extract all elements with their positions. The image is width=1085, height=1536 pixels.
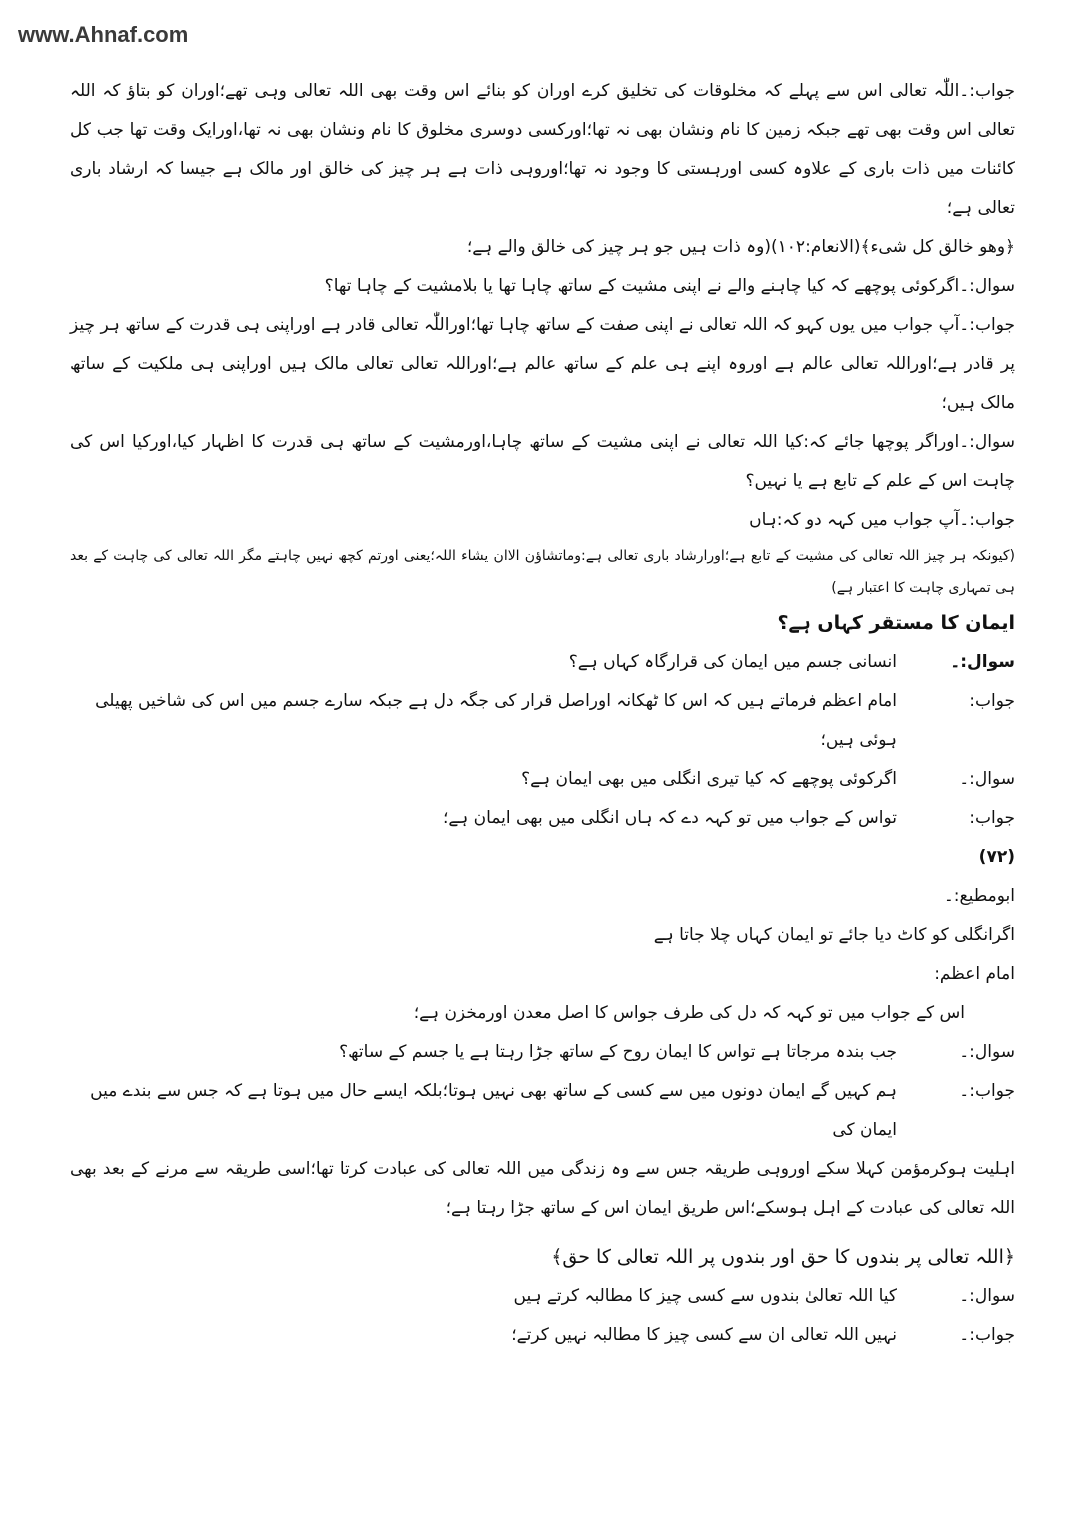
explanatory-note: (کیونکہ ہر چیز اللہ تعالی کی مشیت کے تابع ہے؛اورارشاد باری تعالی ہے:وماتشاؤن الاان یشاء اللہ؛یعنی اورتم کچھ نہیں چاہتے مگر اللہ تعالی کی چاہت کے بعد ہی تمہاری چاہت کا اعتبار ہے) (70, 548, 1015, 596)
qa-row (70, 643, 1015, 682)
qa-label: جواب: (969, 808, 1015, 828)
section-heading-rights: ﴿اللہ تعالی پر بندوں کا حق اور بندوں پر اللہ تعالی کا حق﴾ (551, 1246, 1015, 1268)
qa-label: جواب: (969, 691, 1015, 711)
answer-yes: جواب:۔آپ جواب میں کہہ دو کہ:ہاں (749, 510, 1015, 530)
qa-text: نہیں اللہ تعالی ان سے کسی چیز کا مطالبہ نہیں کرتے؛ (511, 1325, 897, 1345)
qa-label: سوال:۔ (950, 652, 1015, 672)
qa-label: سوال:۔ (959, 1286, 1015, 1306)
answer-continuation: اہلیت ہوکرمؤمن کہلا سکے اوروہی طریقہ جس سے وہ زندگی میں اللہ تعالی کی عبادت کرتا تھا؛اسی طریقہ سے مرنے کے بعد بھی اللہ تعالی کی عبادت کے اہل ہوسکے؛اس طریق ایمان اس کے ساتھ جڑا رہتا ہے؛ (70, 1159, 1015, 1218)
quran-verse: ﴿وھو خالق کل شیء﴾(الانعام:۱۰۲)(وہ ذات ہیں جو ہر چیز کی خالق والے ہے؛ (466, 237, 1015, 257)
qa-row (70, 1072, 1015, 1150)
qa-text: امام اعظم فرماتے ہیں کہ اس کا ٹھکانہ اوراصل قرار کی جگہ دل ہے جبکہ سارے جسم میں اس کی شاخیں پھیلی ہوئی ہیں؛ (95, 691, 897, 750)
speaker-abu-muti: ابومطیع:۔ (943, 886, 1015, 906)
qa-label: سوال:۔ (959, 769, 1015, 789)
qa-row (70, 1316, 1015, 1355)
qa-text: اگرکوئی پوچھے کہ کیا تیری انگلی میں بھی ایمان ہے؟ (521, 769, 897, 789)
qa-label: سوال:۔ (959, 1042, 1015, 1062)
intro-answer-paragraph: جواب:۔اللّٰہ تعالی اس سے پہلے کہ مخلوقات کی تخلیق کرے اوران کو بنائے اس وقت بھی اللہ تعالی وہی تھے؛اوران کو بتاؤ کہ اللہ تعالی اس وقت بھی تھے جبکہ زمین کا نام ونشان بھی نہ تھا؛اورکسی دوسری مخلوق کا نام ونشان بھی نہ تھا،اورایک وقت تھا جب کل کائنات میں ذات باری کے علاوہ کسی اورہستی کا وجود نہ تھا؛اوروہی ذات ہے ہر چیز کی خالق اور مالک ہے جیسا کہ ارشاد باری تعالی ہے؛ (70, 81, 1015, 218)
section-heading-iman-location: ایمان کا مستقر کہاں ہے؟ (777, 612, 1015, 634)
qa-text: تواس کے جواب میں تو کہہ دے کہ ہاں انگلی میں بھی ایمان ہے؛ (442, 808, 897, 828)
qa-row (70, 682, 1015, 760)
qa-row (70, 760, 1015, 799)
site-url-watermark: www.Ahnaf.com (18, 22, 189, 47)
qa-text: جب بندہ مرجاتا ہے تواس کا ایمان روح کے ساتھ جڑا رہتا ہے یا جسم کے ساتھ؟ (339, 1042, 897, 1062)
qa-text: انسانی جسم میں ایمان کی قرارگاہ کہاں ہے؟ (568, 652, 897, 672)
qa-label: جواب:۔ (959, 1325, 1015, 1345)
qa-row (70, 1033, 1015, 1072)
qa-text: ہم کہیں گے ایمان دونوں میں سے کسی کے ساتھ بھی نہیں ہوتا؛بلکہ ایسے حال میں ہوتا ہے کہ جس سے بندے میں ایمان کی (90, 1081, 897, 1140)
qa-row (70, 799, 1015, 838)
qa-label: جواب:۔ (959, 1081, 1015, 1101)
qa-row (70, 1277, 1015, 1316)
answer-will: جواب:۔آپ جواب میں یوں کہو کہ اللہ تعالی نے اپنی صفت کے ساتھ چاہا تھا؛اوراللّٰہ تعالی قادر ہے اوراپنی ہی قدرت کے ساتھ ہر چیز پر قادر ہے؛اوراللہ تعالی عالم ہے اوروہ اپنے ہی علم کے ساتھ عالم ہے؛اوراللہ تعالی تعالی مالک ہیں اوراپنی ہی ملکیت کے ساتھ مالک ہیں؛ (70, 315, 1015, 413)
speaker-abu-muti-text: اگرانگلی کو کاٹ دیا جائے تو ایمان کہاں چلا جاتا ہے (653, 925, 1015, 945)
speaker-imam-azam: امام اعظم: (934, 964, 1015, 984)
document-page (70, 72, 1015, 1355)
item-number: (۷۲) (978, 847, 1015, 867)
question-will: سوال:۔اگرکوئی پوچھے کہ کیا چاہنے والے نے اپنی مشیت کے ساتھ چاہا تھا یا بلامشیت کے چاہا تھا؟ (324, 276, 1015, 296)
question-will-knowledge: سوال:۔اوراگر پوچھا جائے کہ:کیا اللہ تعالی نے اپنی مشیت کے ساتھ چاہا،اورمشیت کے ساتھ ہی قدرت کا اظہار کیا،اورکیا اس کی چاہت اس کے علم کے تابع ہے یا نہیں؟ (70, 432, 1015, 491)
qa-text: کیا اللہ تعالیٰ بندوں سے کسی چیز کا مطالبہ کرتے ہیں (513, 1286, 897, 1306)
speaker-imam-azam-text: اس کے جواب میں تو کہہ کہ دل کی طرف جواس کا اصل معدن اورمخزن ہے؛ (413, 1003, 965, 1023)
